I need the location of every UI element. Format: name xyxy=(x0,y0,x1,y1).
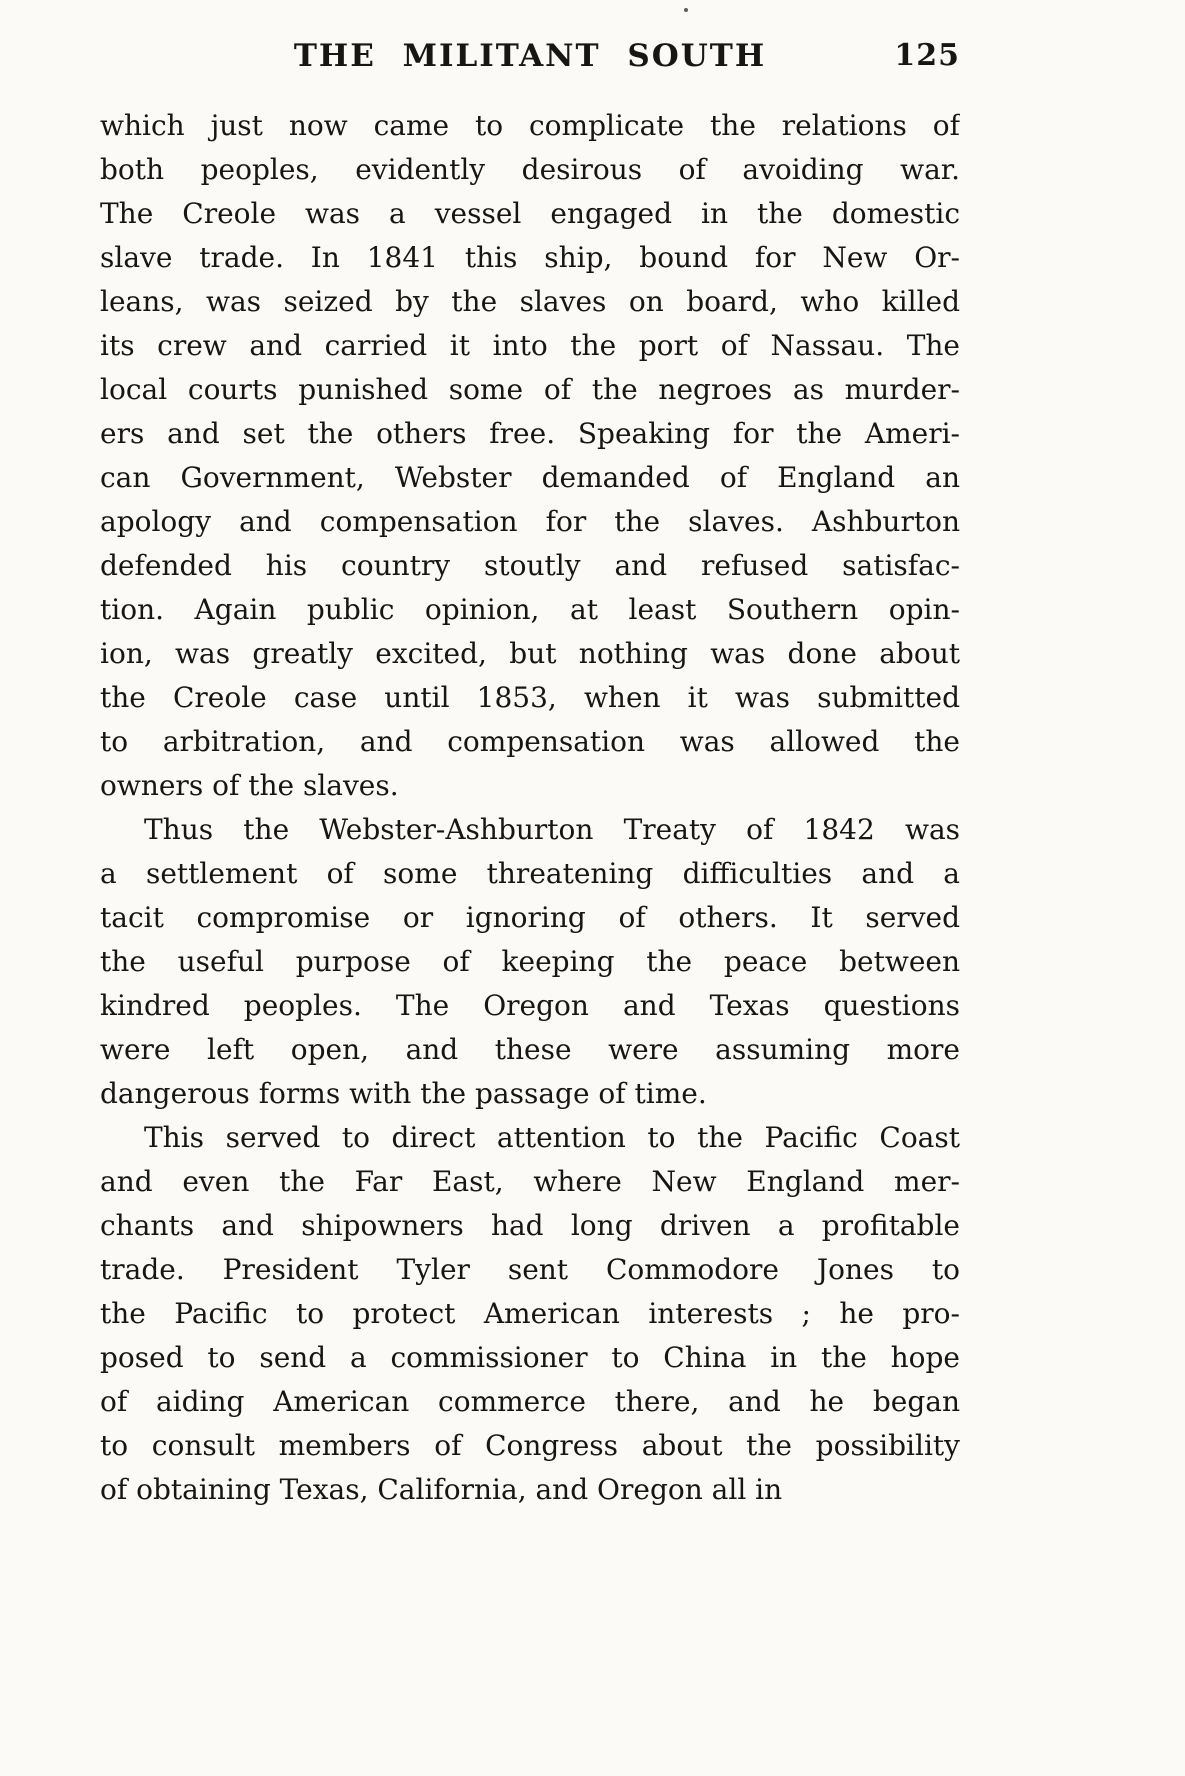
text-line: owners of the slaves. xyxy=(100,769,399,802)
text-line: Thus the Webster-Ashburton Treaty of 1842 was xyxy=(144,813,960,846)
text-line: the Creole case until 1853, when it was submitted xyxy=(100,681,960,714)
text-line: kindred peoples. The Oregon and Texas questions xyxy=(100,989,960,1022)
text-line: chants and shipowners had long driven a profitable xyxy=(100,1209,960,1242)
page-number: 125 xyxy=(894,38,960,73)
text-line: to arbitration, and compensation was allowed the xyxy=(100,725,960,758)
text-line: of aiding American commerce there, and he began xyxy=(100,1385,960,1418)
text-line: local courts punished some of the negroes as murder- xyxy=(100,373,960,406)
text-line: dangerous forms with the passage of time. xyxy=(100,1077,707,1110)
text-line: a settlement of some threatening difficulties and a xyxy=(100,857,960,890)
text-line: tacit compromise or ignoring of others. It served xyxy=(100,901,960,934)
page-body xyxy=(100,104,960,1512)
page-header xyxy=(100,38,960,84)
text-line: were left open, and these were assuming more xyxy=(100,1033,960,1066)
text-line: leans, was seized by the slaves on board, who killed xyxy=(100,285,960,318)
text-line: its crew and carried it into the port of Nassau. The xyxy=(100,329,960,362)
text-line: The Creole was a vessel engaged in the domestic xyxy=(100,197,960,230)
text-line: the Pacific to protect American interests ; he pro- xyxy=(100,1297,960,1330)
text-line: can Government, Webster demanded of England an xyxy=(100,461,960,494)
text-line: slave trade. In 1841 this ship, bound for New Or- xyxy=(100,241,960,274)
running-title: THE MILITANT SOUTH xyxy=(293,38,767,74)
scan-artifact-dot xyxy=(684,8,688,12)
text-line: ers and set the others free. Speaking for the Ameri- xyxy=(100,417,960,450)
text-line: the useful purpose of keeping the peace between xyxy=(100,945,960,978)
text-line: This served to direct attention to the Pacific Coast xyxy=(144,1121,960,1154)
paragraph xyxy=(100,808,960,1116)
text-line: posed to send a commissioner to China in the hope xyxy=(100,1341,960,1374)
text-line: apology and compensation for the slaves. Ashburton xyxy=(100,505,960,538)
text-line: trade. President Tyler sent Commodore Jones to xyxy=(100,1253,960,1286)
text-line: ion, was greatly excited, but nothing was done about xyxy=(100,637,960,670)
paragraph xyxy=(100,1116,960,1512)
text-line: which just now came to complicate the relations of xyxy=(100,109,960,142)
text-line: tion. Again public opinion, at least Southern opin- xyxy=(100,593,960,626)
text-line: both peoples, evidently desirous of avoiding war. xyxy=(100,153,960,186)
text-line: defended his country stoutly and refused satisfac- xyxy=(100,549,960,582)
text-line: to consult members of Congress about the possibility xyxy=(100,1429,960,1462)
text-line: of obtaining Texas, California, and Oregon all in xyxy=(100,1473,783,1506)
text-line: and even the Far East, where New England mer- xyxy=(100,1165,960,1198)
paragraph xyxy=(100,104,960,808)
